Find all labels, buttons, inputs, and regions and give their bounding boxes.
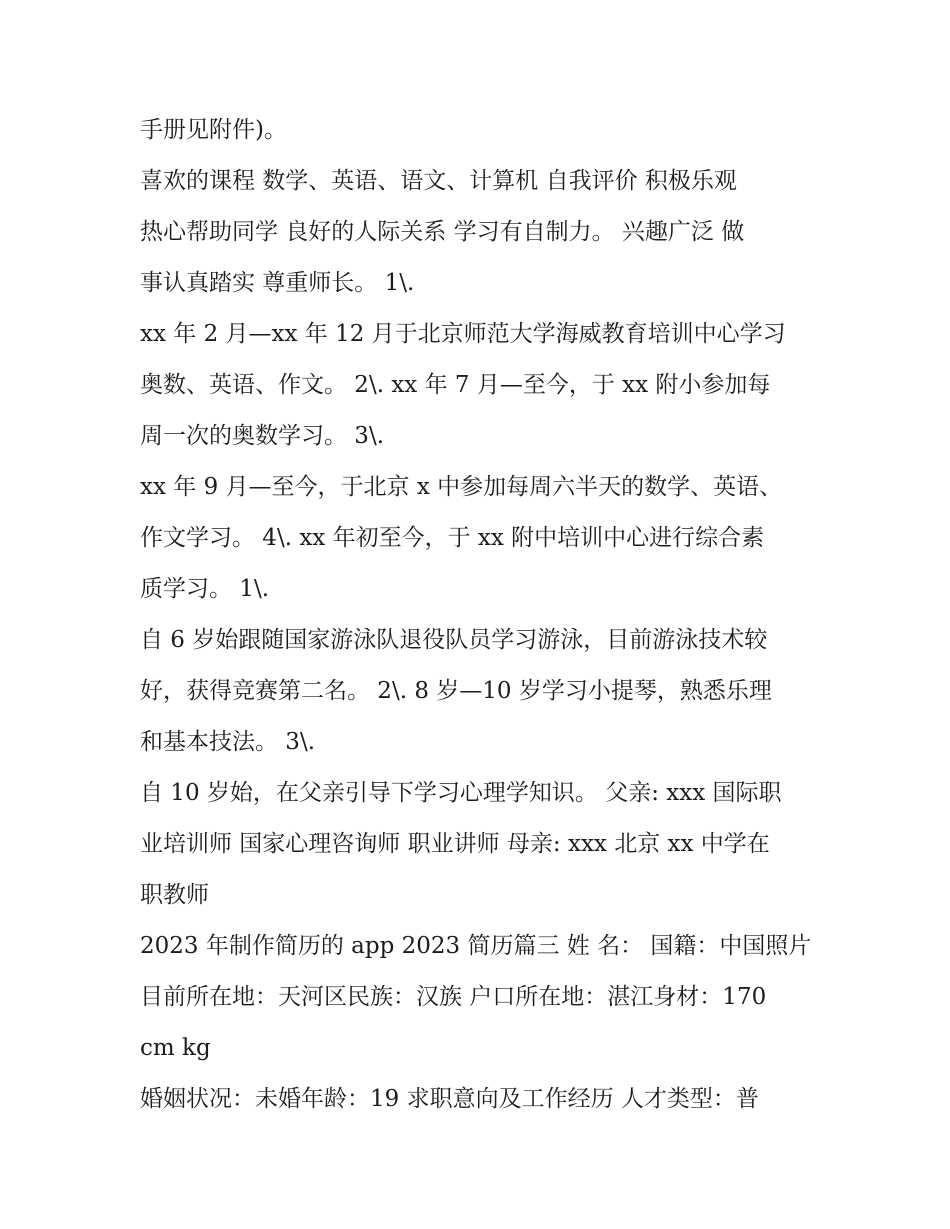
text-line: 2023 年制作简历的 app 2023 简历篇三 姓 名： 国籍：中国照片 [140,933,812,959]
text-line: 自 6 岁始跟随国家游泳队退役队员学习游泳，目前游泳技术较 [140,627,768,653]
text-line: 周一次的奥数学习。 3\. [140,423,385,449]
text-line: xx 年 2 月—xx 年 12 月于北京师范大学海威教育培训中心学习 [140,321,786,347]
text-line: 业培训师 国家心理咨询师 职业讲师 母亲: xxx 北京 xx 中学在 [140,831,770,857]
document-body [140,105,820,1125]
text-line: 喜欢的课程 数学、英语、语文、计算机 自我评价 积极乐观 [140,168,737,194]
text-line: 热心帮助同学 良好的人际关系 学习有自制力。 兴趣广泛 做 [140,219,745,245]
text-line: 目前所在地：天河区民族：汉族 户口所在地：湛江身材：170 [140,984,767,1010]
text-line: cm kg [140,1035,211,1061]
text-line: 和基本技法。 3\. [140,729,316,755]
text-line: 婚姻状况：未婚年龄：19 求职意向及工作经历 人才类型：普 [140,1086,759,1112]
text-line: 自 10 岁始，在父亲引导下学习心理学知识。 父亲: xxx 国际职 [140,780,782,806]
text-line: 职教师 [140,882,209,908]
text-line: xx 年 9 月—至今，于北京 x 中参加每周六半天的数学、英语、 [140,474,783,500]
text-line: 质学习。 1\. [140,576,270,602]
text-line: 事认真踏实 尊重师长。 1\. [140,270,415,296]
text-line: 作文学习。 4\. xx 年初至今，于 xx 附中培训中心进行综合素 [140,525,765,551]
text-line: 手册见附件)。 [140,117,287,143]
text-line: 好，获得竞赛第二名。 2\. 8 岁—10 岁学习小提琴，熟悉乐理 [140,678,772,704]
text-line: 奥数、英语、作文。 2\. xx 年 7 月—至今，于 xx 附小参加每 [140,372,771,398]
